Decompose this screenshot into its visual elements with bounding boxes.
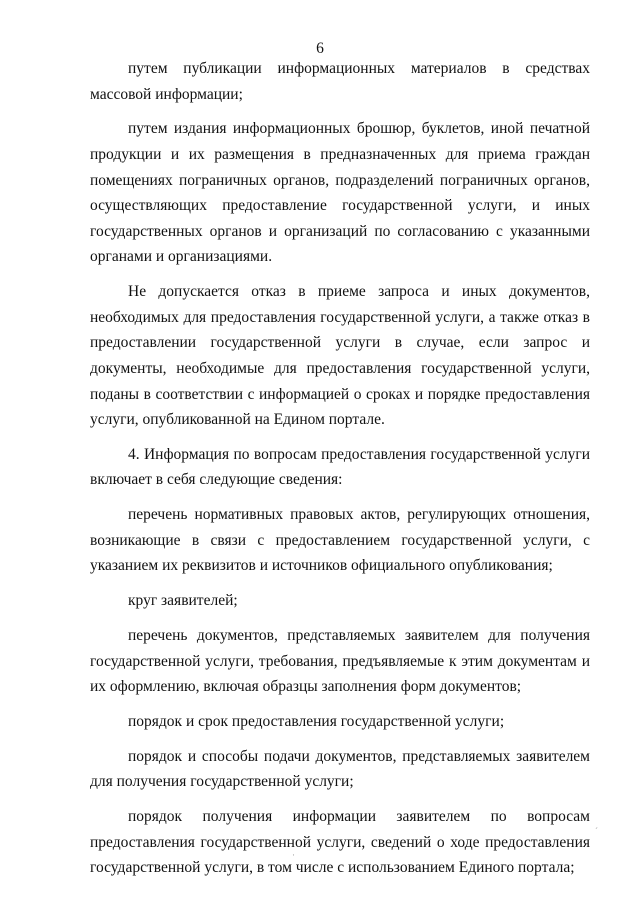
paragraph-brochures: путем издания информационных брошюр, буклетов, иной печатной продукции и их размещения в предназначенных для приема граждан помещениях пограничных органов, подразделений пограничных органов, осуществляющих предоставление государственной услуги, и иных государственных органов и организаций по согласованию с указанными органами и организациями. (90, 120, 590, 266)
list-item-applicants: круг заявителей; (128, 592, 238, 610)
paragraph-refusal-not-allowed: Не допускается отказ в приеме запроса и иных документов, необходимых для предоставления государственной услуги, а также отказ в предоставлении государственной услуги в случае, если запрос и документы, необходимые для предоставления государственной услуги, поданы в соответствии с информацией о сроках и порядке предоставления услуги, опубликованной на Едином портале. (90, 283, 590, 429)
paragraph-mass-media: путем публикации информационных материалов в средствах массовой информации; (90, 60, 590, 103)
list-item-information-procedure: порядок получения информации заявителем по вопросам предоставления государственной услуги, сведений о ходе предоставления государственной услуги, в том числе с использованием Единого портала; (90, 808, 590, 877)
list-item-submission-methods: порядок и способы подачи документов, представляемых заявителем для получения государственной услуги; (90, 747, 590, 791)
scan-speck: ´ (595, 826, 598, 836)
paragraph-section-4: 4. Информация по вопросам предоставления государственной услуги включает в себя следующие сведения: (90, 445, 590, 489)
page-number: 6 (316, 40, 324, 57)
list-item-documents: перечень документов, представляемых заявителем для получения государственной услуги, требования, предъявляемые к этим документам и их оформлению, включая образцы заполнения форм документов; (90, 627, 590, 696)
list-item-procedure-terms: порядок и срок предоставления государственной услуги; (128, 712, 505, 730)
list-item-legal-acts: перечень нормативных правовых актов, регулирующих отношения, возникающие в связи с предоставлением государственной услуги, с указанием их реквизитов и источников официального опубликования; (90, 506, 590, 575)
body-text (90, 56, 590, 890)
scan-speck: · (292, 850, 295, 860)
